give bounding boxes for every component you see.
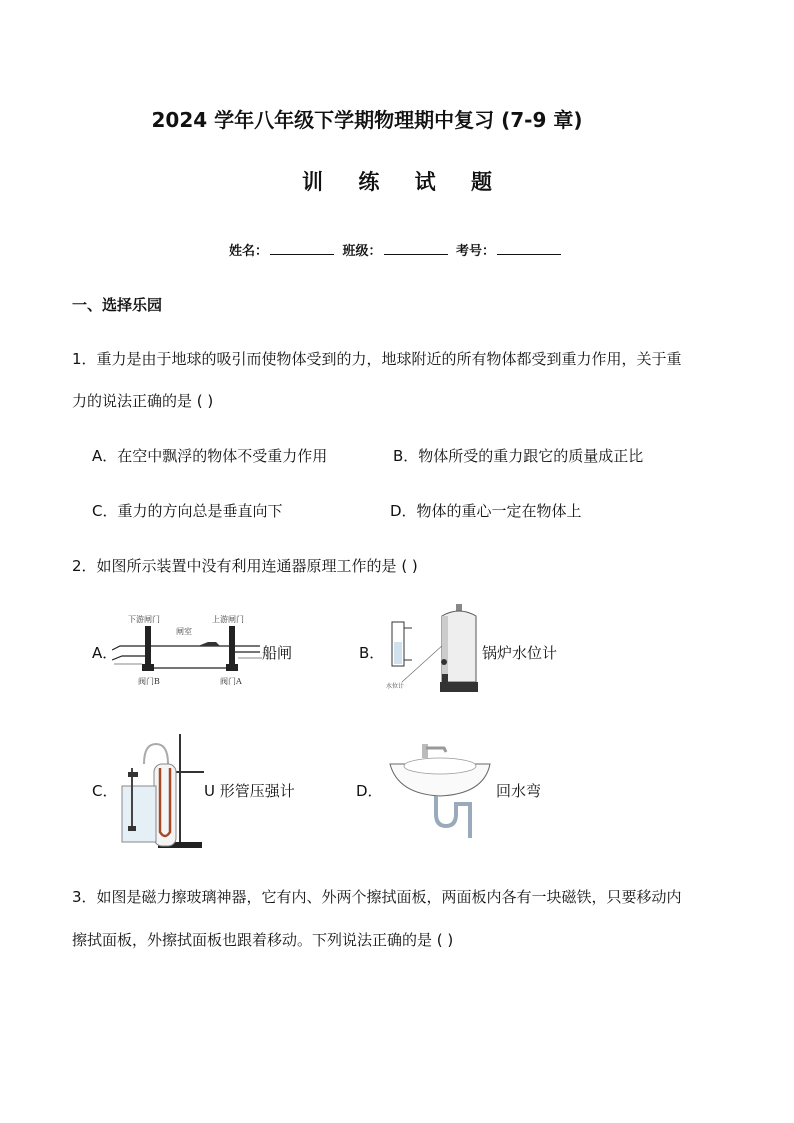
valve-a-label: 阀门A [220,677,242,686]
name-blank[interactable] [270,242,334,255]
q2-option-c-caption: U 形管压强计 [204,782,295,800]
q2-option-a-caption: 船闸 [262,644,293,662]
boiler-diagram [386,602,482,698]
id-label: 考号： [456,244,496,259]
q2-option-a-letter[interactable]: A． [92,644,118,662]
q3-stem-line1: 3．如图是磁力擦玻璃神器，它有内、外两个擦拭面板，两面板内各有一块磁铁，只要移动内 [72,888,682,906]
q2-option-d-caption: 回水弯 [496,782,542,800]
q2-option-d-letter[interactable]: D． [356,782,383,800]
q1-option-b[interactable]: B．物体所受的重力跟它的质量成正比 [393,447,644,465]
q1-stem-line1: 1．重力是由于地球的吸引而使物体受到的力，地球附近的所有物体都受到重力作用，关于重 [72,350,682,368]
water-gauge-label: 水位计 [386,683,405,690]
q1-option-c[interactable]: C．重力的方向总是垂直向下 [92,502,283,520]
upper-gate-label: 上游闸门 [212,615,244,624]
valve-b-label: 阀门B [138,677,160,686]
q1-stem-line2: 力的说法正确的是 ( ) [72,392,214,410]
student-info-line [0,240,794,259]
id-blank[interactable] [497,242,561,255]
lower-gate-label: 下游闸门 [128,615,160,624]
page-title: 2024 学年八年级下学期物理期中复习 (7-9 章) [151,108,583,132]
lock-chamber-label: 闸室 [176,627,192,636]
q1-option-d[interactable]: D．物体的重心一定在物体上 [390,502,582,520]
q1-option-a[interactable]: A．在空中飘浮的物体不受重力作用 [92,447,328,465]
sink-trap-diagram [386,742,492,838]
q2-option-c-letter[interactable]: C． [92,782,118,800]
u-tube-manometer-diagram [114,728,206,852]
q3-stem-line2: 擦拭面板，外擦拭面板也跟着移动。下列说法正确的是 ( ) [72,931,454,949]
q2-option-b-caption: 锅炉水位计 [482,644,558,662]
class-label: 班级： [342,244,382,259]
q2-stem: 2．如图所示装置中没有利用连通器原理工作的是 ( ) [72,557,418,575]
page-subtitle: 训 练 试 题 [302,170,506,194]
class-blank[interactable] [384,242,448,255]
ship-lock-diagram [112,612,264,688]
q2-option-b-letter[interactable]: B． [359,644,385,662]
section-heading: 一、选择乐园 [72,296,163,314]
name-label: 姓名： [228,244,268,259]
